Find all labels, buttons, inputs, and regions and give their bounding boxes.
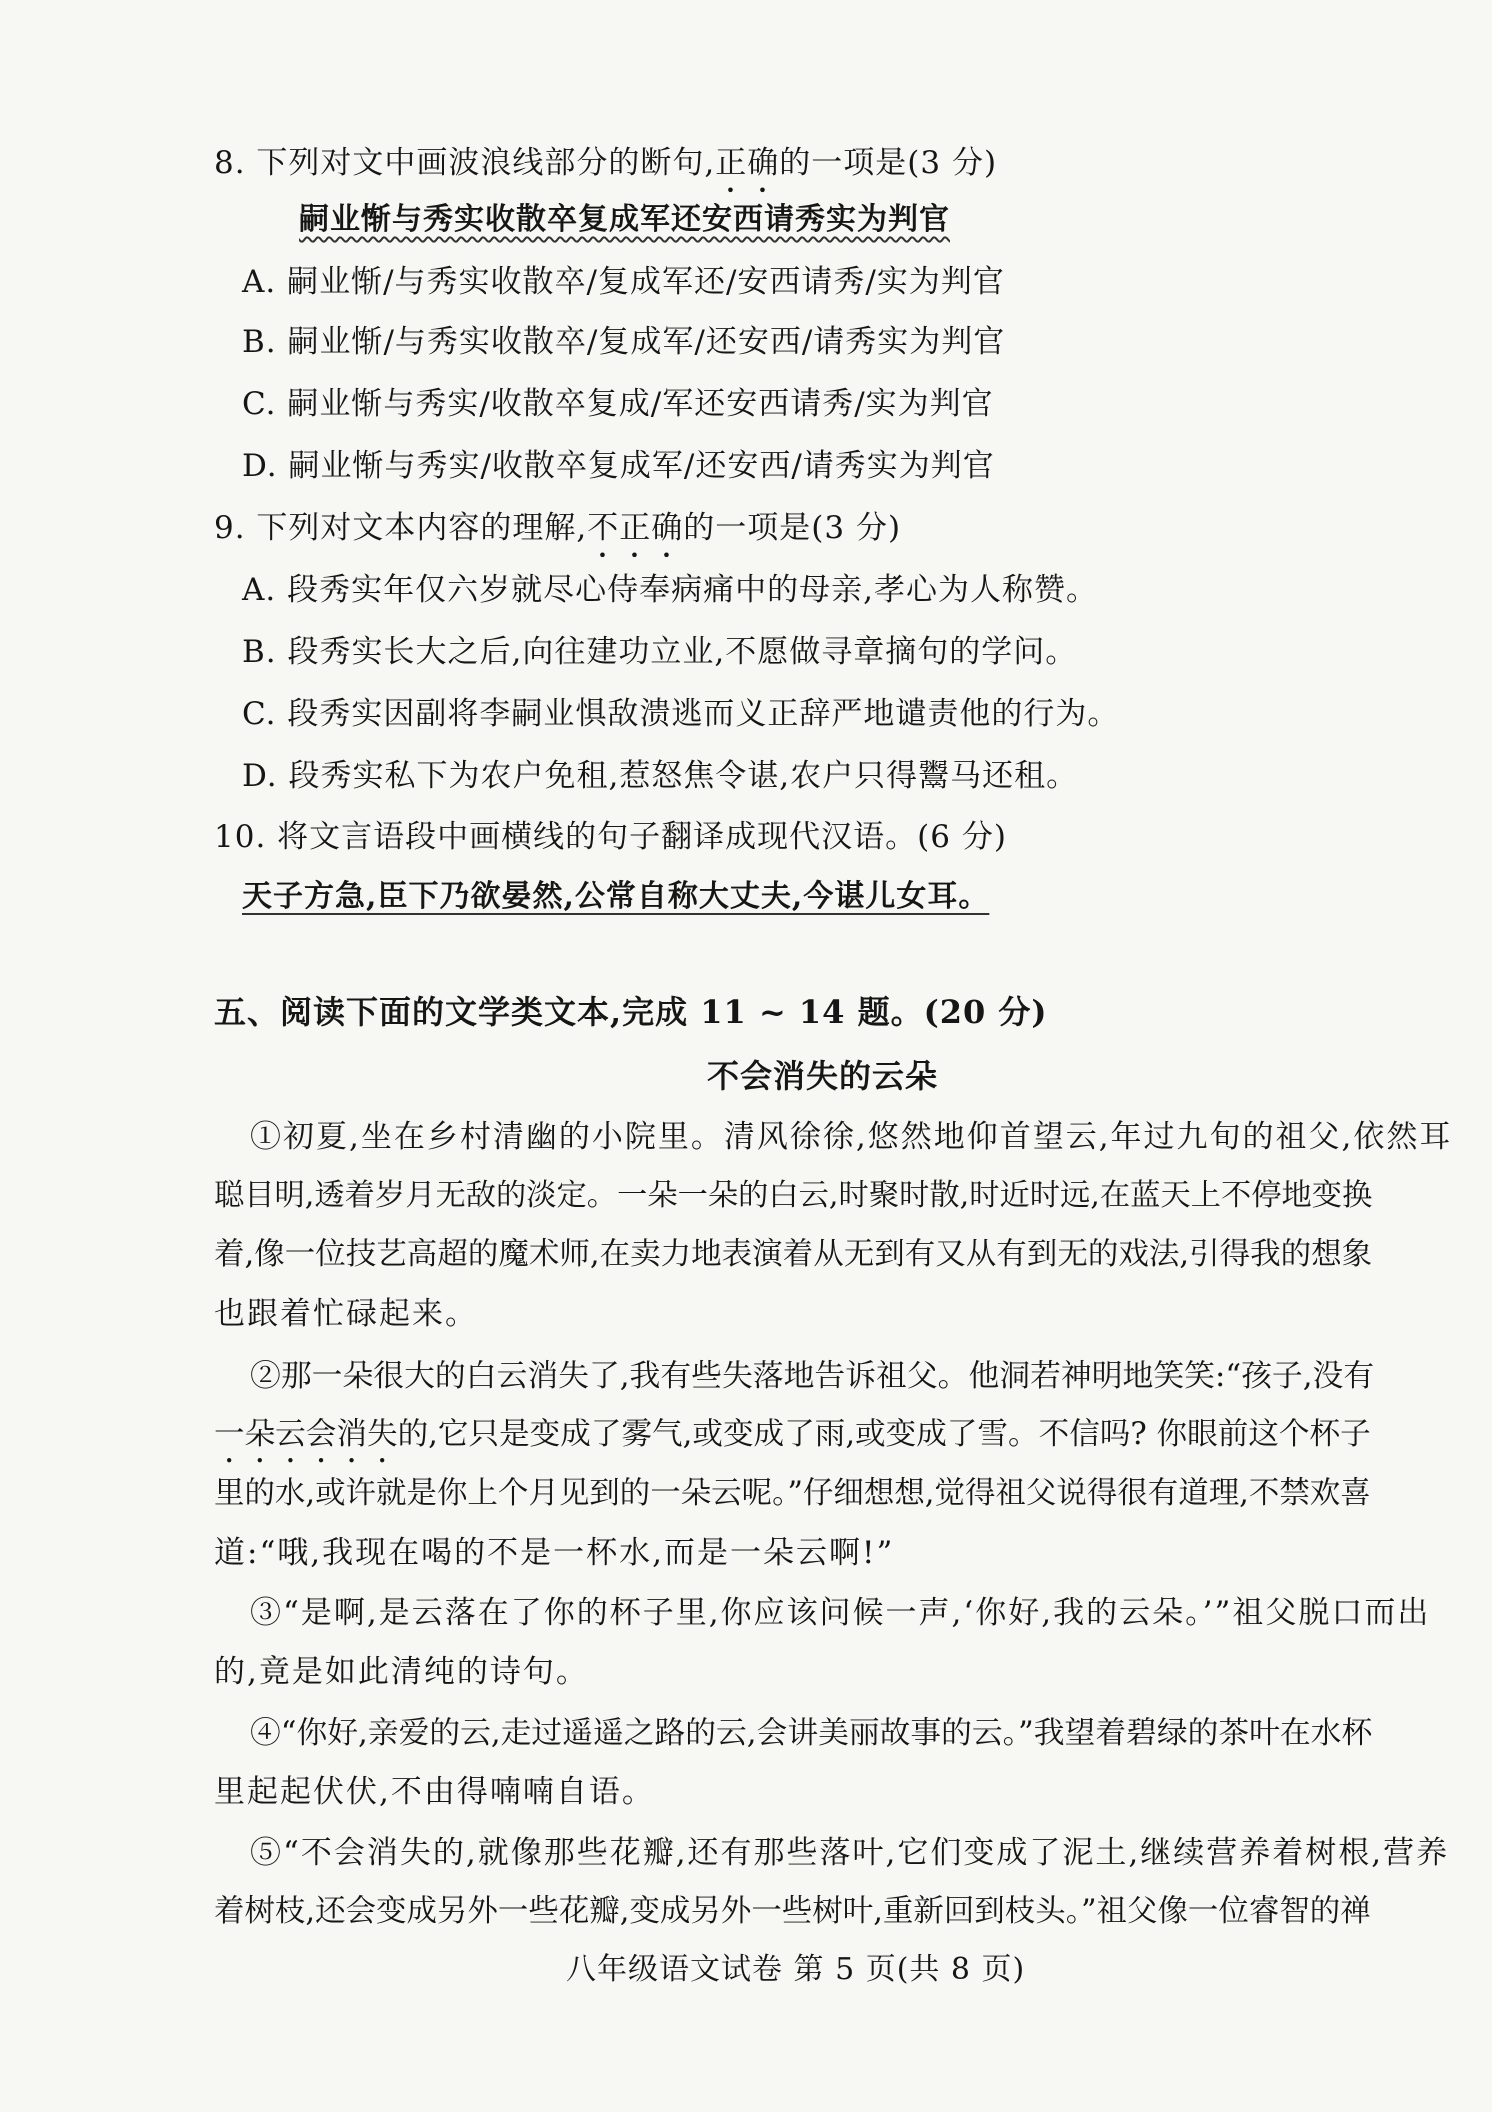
passage-line-1: ①初夏,坐在乡村清幽的小院里。清风徐徐,悠然地仰首望云,年过九旬的祖父,依然耳 bbox=[250, 1119, 1453, 1155]
passage-line-9: ③“是啊,是云落在了你的杯子里,你应该问候一声,‘你好,我的云朵。’”祖父脱口而出 bbox=[250, 1595, 1431, 1631]
passage-line-4: 也跟着忙碌起来。 bbox=[214, 1296, 478, 1332]
page-footer: 八年级语文试卷 第 5 页(共 8 页) bbox=[566, 1952, 1026, 1987]
q8-option-a: A. 嗣业惭/与秀实收散卒/复成军还/安西请秀/实为判官 bbox=[242, 264, 1005, 300]
passage-line-13: ⑤“不会消失的,就像那些花瓣,还有那些落叶,它们变成了泥土,继续营养着树根,营养 bbox=[250, 1835, 1450, 1871]
passage-title: 不会消失的云朵 bbox=[707, 1057, 939, 1095]
q8-stem-emphasis: 正确 bbox=[715, 145, 780, 181]
passage-line-8: 道:“哦,我现在喝的不是一杯水,而是一朵云啊!” bbox=[214, 1535, 895, 1571]
q9-stem bbox=[214, 508, 901, 565]
passage-line-5: ②那一朵很大的白云消失了,我有些失落地告诉祖父。他洞若神明地笑笑:“孩子,没有 bbox=[250, 1358, 1375, 1394]
q9-stem-emphasis: 不正确 bbox=[587, 510, 684, 546]
q10-sentence: 天子方急,臣下乃欲晏然,公常自称大丈夫,今谌儿女耳。 bbox=[242, 879, 990, 914]
passage-line-12: 里起起伏伏,不由得喃喃自语。 bbox=[214, 1774, 655, 1810]
q8-stem-post: 的一项是(3 分) bbox=[779, 145, 998, 181]
q9-option-c: C. 段秀实因副将李嗣业惧敌溃逃而义正辞严地谴责他的行为。 bbox=[242, 696, 1120, 732]
passage-line-14: 着树枝,还会变成另外一些花瓣,变成另外一些树叶,重新回到枝头。”祖父像一位睿智的禅 bbox=[214, 1894, 1371, 1929]
passage-emphasis: 一朵云会消失 bbox=[214, 1417, 398, 1452]
passage-line-6-rest: 的,它只是变成了雾气,或变成了雨,或变成了雪。不信吗? 你眼前这个杯子 bbox=[397, 1417, 1371, 1452]
passage-line-10: 的,竟是如此清纯的诗句。 bbox=[214, 1654, 589, 1690]
q9-option-d: D. 段秀实私下为农户免租,惹怒焦令谌,农户只得鬻马还租。 bbox=[242, 758, 1079, 794]
passage-line-7: 里的水,或许就是你上个月见到的一朵云呢。”仔细想想,觉得祖父说得很有道理,不禁欢喜 bbox=[214, 1476, 1371, 1511]
q8-stem bbox=[214, 143, 997, 200]
passage-line-6 bbox=[214, 1415, 1371, 1470]
passage-line-2: 聪目明,透着岁月无敌的淡定。一朵一朵的白云,时聚时散,时近时远,在蓝天上不停地变换 bbox=[214, 1178, 1373, 1213]
q8-original-text: 嗣业惭与秀实收散卒复成军还安西请秀实为判官 bbox=[299, 202, 950, 237]
q8-stem-pre: 8. 下列对文中画波浪线部分的断句, bbox=[214, 145, 716, 181]
passage-line-11: ④“你好,亲爱的云,走过遥遥之路的云,会讲美丽故事的云。”我望着碧绿的茶叶在水杯 bbox=[250, 1715, 1373, 1751]
q9-option-a: A. 段秀实年仅六岁就尽心侍奉病痛中的母亲,孝心为人称赞。 bbox=[242, 572, 1098, 608]
section5-heading: 五、阅读下面的文学类文本,完成 11 ~ 14 题。(20 分) bbox=[214, 993, 1048, 1031]
q8-option-c: C. 嗣业惭与秀实/收散卒复成/军还安西请秀/实为判官 bbox=[242, 386, 994, 422]
q8-option-b: B. 嗣业惭/与秀实收散卒/复成军/还安西/请秀实为判官 bbox=[242, 324, 1006, 360]
q8-option-d: D. 嗣业惭与秀实/收散卒复成军/还安西/请秀实为判官 bbox=[242, 448, 995, 484]
q9-option-b: B. 段秀实长大之后,向往建功立业,不愿做寻章摘句的学问。 bbox=[242, 634, 1078, 670]
q9-stem-pre: 9. 下列对文本内容的理解, bbox=[214, 510, 588, 546]
passage-line-3: 着,像一位技艺高超的魔术师,在卖力地表演着从无到有又从有到无的戏法,引得我的想象 bbox=[214, 1237, 1373, 1272]
q10-stem: 10. 将文言语段中画横线的句子翻译成现代汉语。(6 分) bbox=[214, 819, 1007, 855]
q9-stem-post: 的一项是(3 分) bbox=[683, 510, 902, 546]
